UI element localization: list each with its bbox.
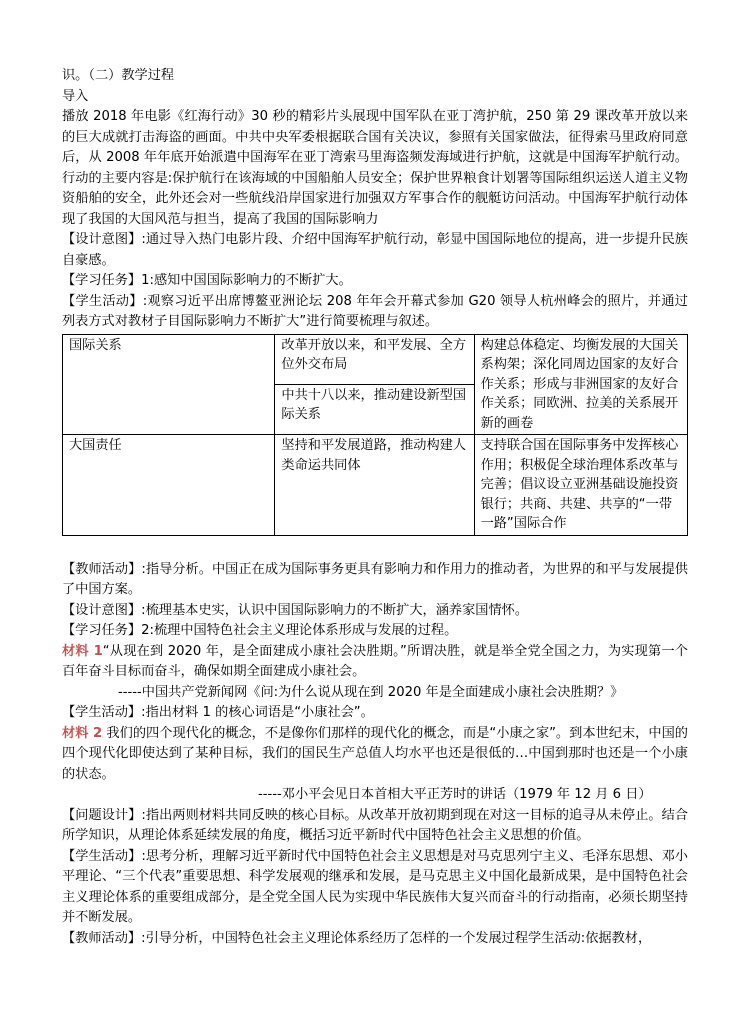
learning-task-label: 【学习任务】 bbox=[62, 273, 142, 288]
design-intent-label: 【设计意图】 bbox=[62, 602, 142, 618]
table-row bbox=[63, 435, 688, 536]
material-text: “从现在到 2020 年，是全面建成小康社会决胜期。”所谓决胜，就是举全党全国之力，为实现第一个百年奋斗目标而奋斗，确保如期全面建成小康社会。 bbox=[62, 643, 688, 679]
material-2-source: -----邓小平会见日本首相大平正芳时的讲话（1979 年 12 月 6 日） bbox=[258, 787, 652, 802]
table-cell: 中共十八以来，推动建设新型国际关系 bbox=[275, 384, 474, 434]
influence-table bbox=[62, 334, 688, 536]
teacher-activity-1 bbox=[62, 560, 688, 601]
learning-task-label: 【学习任务】 bbox=[62, 623, 142, 638]
material-1 bbox=[62, 642, 688, 683]
teacher-activity-label: 【教师活动】 bbox=[62, 561, 142, 577]
material-2 bbox=[62, 724, 688, 786]
question-design-text: :指出两则材料共同反映的核心目标。从改革开放初期到现在对这一目标的追寻从未停止。结合所学知识，从理论体系延续发展的角度，概括习近平新时代中国特色社会主义思想的价值。 bbox=[62, 807, 688, 843]
intro-line1: 识。（二）教学过程 bbox=[62, 68, 175, 83]
table-cell: 大国责任 bbox=[63, 435, 275, 536]
student-activity-2 bbox=[62, 703, 688, 724]
learning-task-text: 1:感知中国国际影响力的不断扩大。 bbox=[141, 273, 352, 288]
spacer bbox=[62, 536, 688, 560]
material-label: 材料 1 bbox=[62, 643, 103, 659]
material-label: 材料 2 bbox=[62, 725, 103, 741]
teacher-activity-text: :引导分析，中国特色社会主义理论体系经历了怎样的一个发展过程学生活动:依据教材， bbox=[141, 930, 652, 946]
student-activity-text: :指出材料 1 的核心词语是“小康社会”。 bbox=[141, 705, 374, 720]
learning-task-2 bbox=[62, 621, 688, 642]
design-intent-2 bbox=[62, 601, 688, 622]
table-row bbox=[63, 334, 688, 384]
student-activity-label: 【学生活动】 bbox=[62, 848, 142, 864]
material-text: 我们的四个现代化的概念，不是像你们那样的现代化的概念，而是“小康之家”。到本世纪末，中国的四个现代化即使达到了某种目标，我们的国民生产总值人均水平也还是很低的…中国到那时也还是一个小康的状态。 bbox=[62, 725, 688, 782]
teacher-activity-2 bbox=[62, 929, 688, 950]
student-activity-label: 【学生活动】 bbox=[62, 705, 142, 720]
material-1-source: -----中国共产党新闻网《问:为什么说从现在到 2020 年是全面建成小康社会决胜期？》 bbox=[118, 684, 624, 700]
design-intent-label: 【设计意图】 bbox=[62, 232, 142, 247]
question-design-label: 【问题设计】 bbox=[62, 807, 142, 823]
learning-task-1 bbox=[62, 271, 688, 292]
student-activity-1 bbox=[62, 292, 688, 333]
table-cell: 支持联合国在国际事务中发挥核心作用；积极促全球治理体系改革与完善；倡议设立亚洲基础设施投资银行；共商、共建、共享的“一带一路”国际合作 bbox=[474, 435, 687, 536]
table-cell: 改革开放以来，和平发展、全方位外交布局 bbox=[275, 334, 474, 384]
table-cell: 国际关系 bbox=[63, 334, 275, 435]
student-activity-label: 【学生活动】 bbox=[62, 293, 143, 309]
table-cell: 坚持和平发展道路，推动构建人类命运共同体 bbox=[275, 435, 474, 536]
learning-task-text: 2:梳理中国特色社会主义理论体系形成与发展的过程。 bbox=[141, 623, 458, 638]
table-cell: 构建总体稳定、均衡发展的大国关系构架；深化同周边国家的友好合作关系；形成与非洲国家的友好合作关系；同欧洲、拉美的关系展开新的画卷 bbox=[474, 334, 687, 435]
question-design bbox=[62, 806, 688, 847]
teacher-activity-label: 【教师活动】 bbox=[62, 930, 142, 946]
student-activity-text: :思考分析，理解习近平新时代中国特色社会主义思想是对马克思列宁主义、毛泽东思想、邓小平理论、“三个代表”重要思想、科学发展观的继承和发展，是马克思主义中国化最新成果，是中国特色社会主义理论体系的重要组成部分，是全党全国人民为实现中华民族伟大复兴而奋斗的行动指南，必须长期坚持并不断发展。 bbox=[62, 848, 688, 925]
student-activity-3 bbox=[62, 847, 688, 929]
document-body bbox=[62, 66, 688, 949]
design-intent-text: :通过导入热门电影片段、介绍中国海军护航行动，彰显中国国际地位的提高，进一步提升民族自豪感。 bbox=[62, 232, 688, 268]
student-activity-text: :观察习近平出席博鳌亚洲论坛 208 年年会开幕式参加 G20 领导人杭州峰会的照片，并通过列表方式对教材子目国际影响力不断扩大”进行简要梳理与叙述。 bbox=[62, 293, 688, 329]
intro-heading: 导入 bbox=[62, 88, 89, 104]
intro-paragraph: 播放 2018 年电影《红海行动》30 秒的精彩片头展现中国军队在亚丁湾护航，250 第 29 课改革开放以来的巨大成就打击海盗的画面。中共中央军委根据联合国有关决议，参照有关国家做法，征得索马里政府同意后，从 2008 年年底开始派遣中国海军在亚丁湾索马里海盗频发海域进行护航，这就是中国海军护航行动。行动的主要内容是:保护航行在该海域的中国船舶人员安全；保护世界粮食计划署等国际组织运送人道主义物资船舶的安全，此外还会对一些航线沿岸国家进行加强双方军事合作的舰艇访问活动。中国海军护航行动体现了我国的大国风范与担当，提高了我国的国际影响力 bbox=[62, 109, 688, 227]
design-intent-text: :梳理基本史实，认识中国国际影响力的不断扩大，涵养家国情怀。 bbox=[141, 602, 529, 618]
design-intent-1 bbox=[62, 230, 688, 271]
teacher-activity-text: :指导分析。中国正在成为国际事务更具有影响力和作用力的推动者，为世界的和平与发展提供了中国方案。 bbox=[62, 561, 688, 597]
